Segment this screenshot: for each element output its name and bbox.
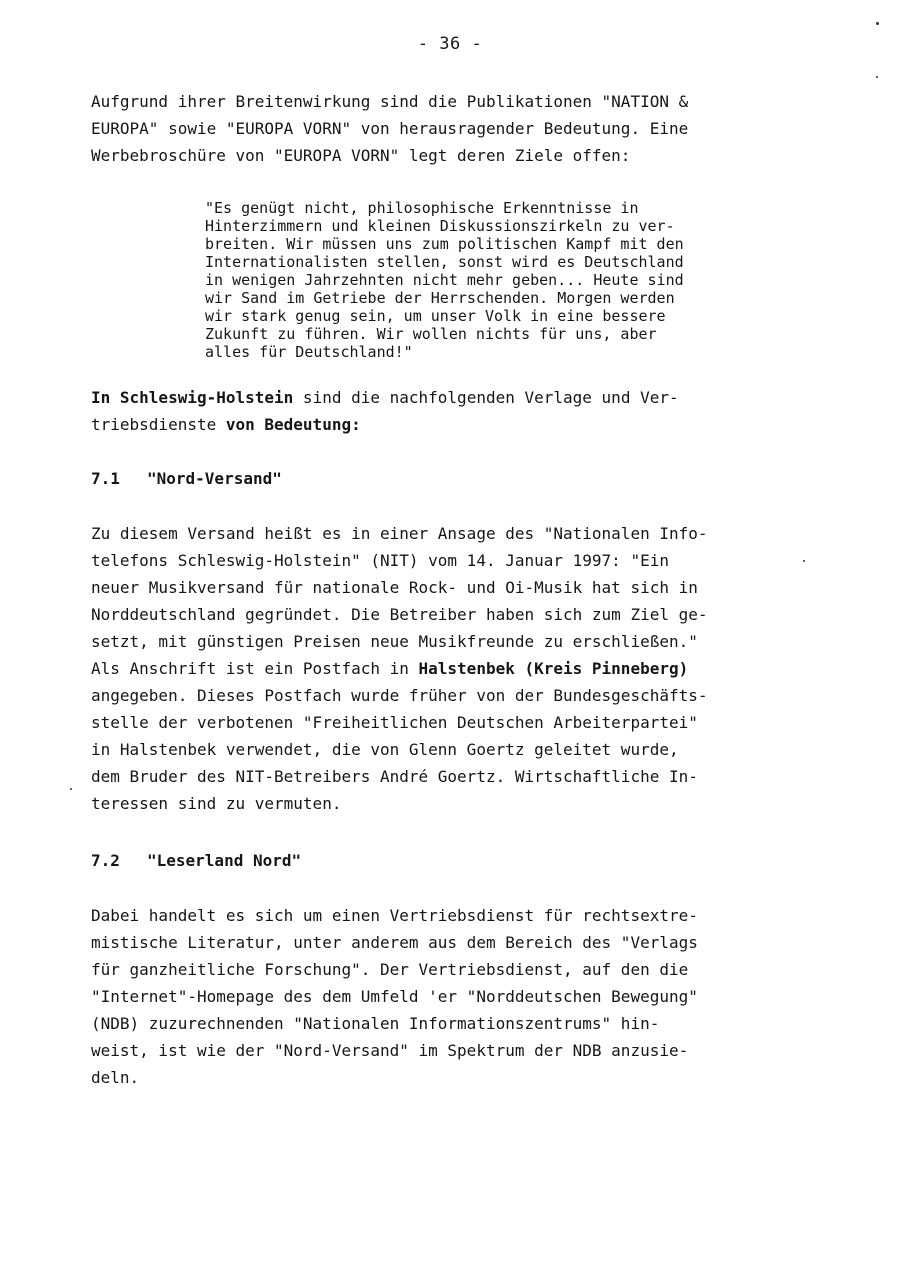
section-number: 7.2 [91,851,120,870]
quote-line: "Es genügt nicht, philosophische Erkenntnisse in [205,199,639,217]
body-line: teressen sind zu vermuten. [91,794,342,813]
body-line: dem Bruder des NIT-Betreibers André Goertz. Wirtschaftliche In- [91,767,698,786]
quote-line: in wenigen Jahrzehnten nicht mehr geben... Heute sind [205,271,684,289]
body-line: "Internet"-Homepage des dem Umfeld 'er "Norddeutschen Bewegung" [91,987,698,1006]
body-line: angegeben. Dieses Postfach wurde früher von der Bundesgeschäfts- [91,686,708,705]
scan-speck [70,788,72,790]
quote-line: wir stark genug sein, um unser Volk in eine bessere [205,307,666,325]
transition-bold-meaning: von Bedeutung: [225,415,361,434]
section-number: 7.1 [91,469,120,488]
section-heading-7-1 [91,469,282,488]
scan-speck [876,22,879,25]
intro-line: EUROPA" sowie "EUROPA VORN" von herausragender Bedeutung. Eine [91,119,689,138]
quote-line: wir Sand im Getriebe der Herrschenden. Morgen werden [205,289,675,307]
body-line: deln. [91,1068,140,1087]
transition-text: sind die nachfolgenden Verlage und Ver- [293,388,679,407]
scan-speck [876,76,878,78]
scan-speck [803,560,805,562]
body-line: Zu diesem Versand heißt es in einer Ansage des "Nationalen Info- [91,524,708,543]
transition-bold-state: In Schleswig-Holstein [91,388,294,407]
quote-line: Zukunft zu führen. Wir wollen nichts für uns, aber [205,325,657,343]
body-line: telefons Schleswig-Holstein" (NIT) vom 14. Januar 1997: "Ein [91,551,669,570]
body-line: Als Anschrift ist ein Postfach in [91,659,419,678]
page-number: - 36 - [417,34,483,54]
body-line: Norddeutschland gegründet. Die Betreiber haben sich zum Ziel ge- [91,605,708,624]
transition-paragraph [91,384,813,438]
body-line: stelle der verbotenen "Freiheitlichen Deutschen Arbeiterpartei" [91,713,698,732]
quote-line: alles für Deutschland!" [205,343,413,361]
quote-line: Hinterzimmern und kleinen Diskussionszirkeln zu ver- [205,217,675,235]
intro-line: Aufgrund ihrer Breitenwirkung sind die Publikationen "NATION & [91,92,689,111]
body-line: (NDB) zuzurechnenden "Nationalen Informationszentrums" hin- [91,1014,660,1033]
section-7-2-paragraph [91,902,813,1091]
transition-text: triebsdienste [91,415,226,434]
body-line: setzt, mit günstigen Preisen neue Musikfreunde zu erschließen." [91,632,698,651]
body-line: weist, ist wie der "Nord-Versand" im Spektrum der NDB anzusie- [91,1041,689,1060]
quote-line: breiten. Wir müssen uns zum politischen Kampf mit den [205,235,684,253]
body-line: neuer Musikversand für nationale Rock- und Oi-Musik hat sich in [91,578,698,597]
block-quote [205,199,805,361]
section-heading-7-2 [91,851,301,870]
body-line: für ganzheitliche Forschung". Der Vertriebsdienst, auf den die [91,960,689,979]
location-bold: Halstenbek (Kreis Pinneberg) [418,659,689,678]
section-7-1-paragraph [91,520,813,817]
body-line: Dabei handelt es sich um einen Vertriebsdienst für rechtsextre- [91,906,698,925]
body-line: in Halstenbek verwendet, die von Glenn Goertz geleitet wurde, [91,740,679,759]
intro-line: Werbebroschüre von "EUROPA VORN" legt deren Ziele offen: [91,146,631,165]
section-title: "Nord-Versand" [147,469,282,488]
body-line: mistische Literatur, unter anderem aus dem Bereich des "Verlags [91,933,698,952]
section-title: "Leserland Nord" [147,851,302,870]
quote-line: Internationalisten stellen, sonst wird es Deutschland [205,253,684,271]
intro-paragraph [91,88,813,169]
